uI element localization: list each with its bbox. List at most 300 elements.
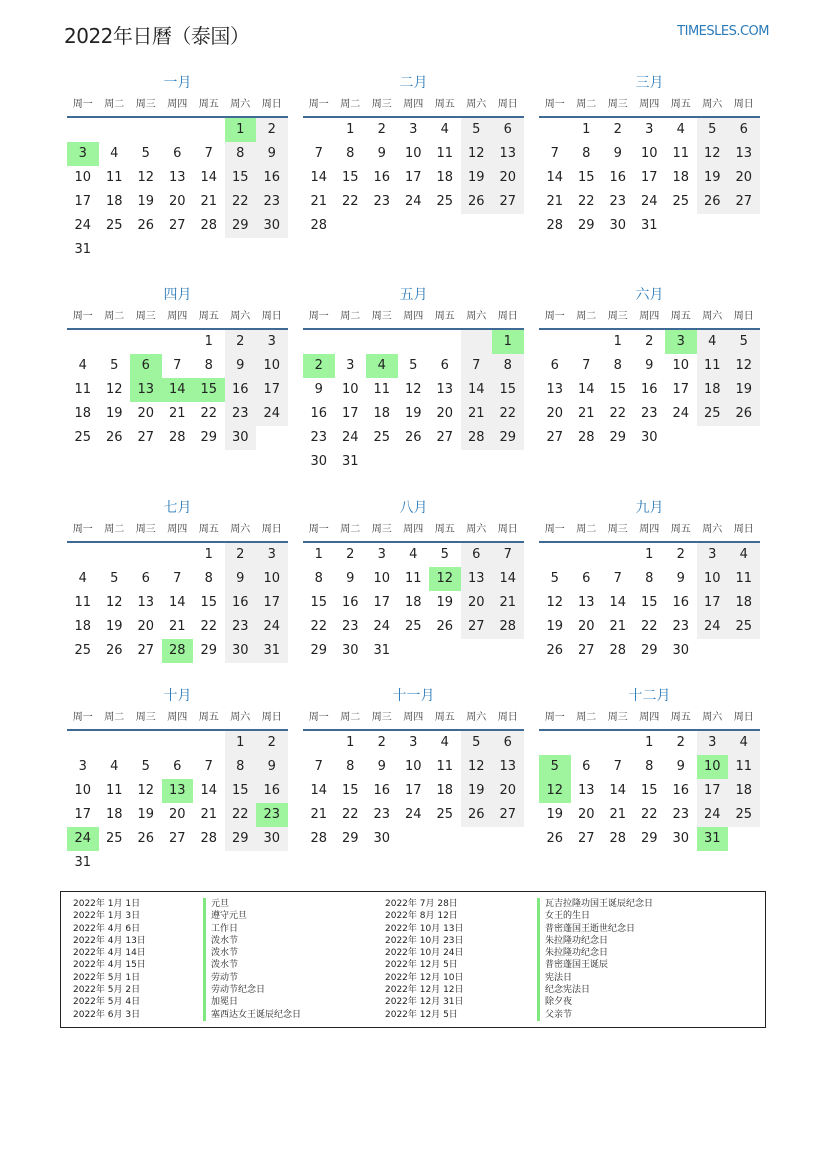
legend-dates (385, 898, 464, 1021)
empty-cell (492, 639, 524, 663)
day-cell: 1 (645, 547, 654, 562)
weekday-label: 周五 (670, 524, 691, 535)
holiday-date: 2022年 12月 10日 (385, 972, 464, 983)
weekday-label: 周日 (261, 311, 282, 322)
day-cell: 15 (492, 378, 524, 402)
day-cell: 10 (672, 358, 690, 373)
holiday-date: 2022年 4月 15日 (73, 960, 146, 971)
empty-cell (429, 639, 461, 663)
empty-cell (99, 238, 131, 262)
day-grid (539, 543, 760, 663)
day-cell: 27 (546, 430, 564, 445)
weekday-label: 周一 (72, 311, 93, 322)
day-cell: 10 (404, 759, 422, 774)
legend-dates (73, 898, 146, 1021)
empty-cell (130, 238, 162, 262)
day-cell: 30 (609, 218, 627, 233)
day-cell: 12 (461, 755, 493, 779)
weekday-label: 周一 (544, 524, 565, 535)
day-cell: 6 (141, 571, 150, 586)
month-name: 四月 (163, 287, 192, 303)
weekday-label: 周二 (576, 99, 597, 110)
day-cell: 6 (440, 358, 449, 373)
weekday-header (303, 707, 524, 731)
empty-cell (697, 426, 729, 450)
day-cell: 14 (577, 382, 595, 397)
empty-cell (366, 214, 398, 238)
day-cell: 8 (204, 358, 213, 373)
weekday-label: 周二 (340, 99, 361, 110)
day-cell: 7 (492, 543, 524, 567)
weekday-label: 周二 (104, 712, 125, 723)
empty-cell (303, 731, 335, 755)
day-cell: 2 (676, 735, 685, 750)
weekday-label: 周日 (733, 712, 754, 723)
empty-cell (492, 450, 524, 474)
day-cell: 11 (672, 146, 690, 161)
day-cell: 9 (225, 567, 257, 591)
holiday-name: 纪念宪法日 (537, 984, 653, 996)
day-cell: 15 (341, 783, 359, 798)
day-cell: 27 (577, 643, 595, 658)
day-cell: 22 (200, 406, 218, 421)
weekday-label: 周五 (434, 524, 455, 535)
day-cell: 20 (436, 406, 454, 421)
day-cell: 18 (74, 406, 92, 421)
day-cell: 27 (461, 615, 493, 639)
holiday-name: 普密蓬国王诞辰 (537, 959, 653, 971)
day-cell: 5 (697, 118, 729, 142)
day-cell: 30 (225, 426, 257, 450)
month-name: 二月 (399, 75, 428, 91)
day-cell: 25 (373, 430, 391, 445)
holiday-day-cell: 6 (130, 354, 162, 378)
day-cell: 25 (728, 803, 760, 827)
empty-cell (398, 330, 430, 354)
weekday-label: 周五 (198, 524, 219, 535)
empty-cell (99, 731, 131, 755)
day-cell: 21 (461, 402, 493, 426)
day-cell: 13 (436, 382, 454, 397)
day-cell: 25 (105, 831, 123, 846)
day-cell: 2 (645, 334, 654, 349)
day-cell: 17 (256, 591, 288, 615)
weekday-label: 周日 (733, 311, 754, 322)
holiday-name: 除夕夜 (537, 996, 653, 1008)
day-cell: 5 (409, 358, 418, 373)
day-cell: 17 (697, 779, 729, 803)
weekday-label: 周一 (72, 99, 93, 110)
day-cell: 21 (310, 194, 328, 209)
weekday-header (67, 94, 288, 118)
weekday-header (303, 94, 524, 118)
weekday-label: 周一 (544, 99, 565, 110)
day-cell: 11 (436, 146, 454, 161)
holiday-day-cell: 12 (429, 567, 461, 591)
day-cell: 24 (640, 194, 658, 209)
day-cell: 23 (225, 402, 257, 426)
weekday-label: 周四 (403, 311, 424, 322)
day-cell: 16 (672, 783, 690, 798)
day-grid (67, 543, 288, 663)
empty-cell (335, 214, 367, 238)
day-grid (539, 731, 760, 851)
day-cell: 19 (546, 807, 564, 822)
day-cell: 17 (256, 378, 288, 402)
day-cell: 26 (461, 190, 493, 214)
day-cell: 30 (310, 454, 328, 469)
day-cell: 11 (74, 595, 92, 610)
day-cell: 16 (609, 170, 627, 185)
day-cell: 3 (409, 122, 418, 137)
weekday-label: 周一 (308, 524, 329, 535)
weekday-label: 周二 (104, 524, 125, 535)
day-cell: 6 (582, 759, 591, 774)
day-cell: 31 (256, 639, 288, 663)
day-grid (303, 731, 524, 851)
day-cell: 24 (256, 402, 288, 426)
day-cell: 16 (310, 406, 328, 421)
weekday-label: 周四 (403, 99, 424, 110)
day-cell: 23 (672, 807, 690, 822)
weekday-label: 周日 (261, 524, 282, 535)
day-cell: 8 (314, 571, 323, 586)
day-cell: 23 (373, 194, 391, 209)
empty-cell (398, 639, 430, 663)
weekday-label: 周四 (639, 712, 660, 723)
month-block (303, 685, 524, 851)
day-cell: 29 (492, 426, 524, 450)
day-cell: 25 (436, 194, 454, 209)
weekday-label: 周五 (434, 712, 455, 723)
empty-cell (697, 214, 729, 238)
day-cell: 5 (461, 118, 493, 142)
day-cell: 10 (341, 382, 359, 397)
day-cell: 22 (310, 619, 328, 634)
holiday-date: 2022年 6月 3日 (73, 1009, 141, 1020)
day-cell: 8 (225, 142, 257, 166)
day-cell: 7 (613, 571, 622, 586)
empty-cell (366, 330, 398, 354)
day-cell: 19 (728, 378, 760, 402)
day-cell: 7 (582, 358, 591, 373)
weekday-header (539, 519, 760, 543)
day-cell: 17 (640, 170, 658, 185)
day-cell: 6 (492, 118, 524, 142)
day-cell: 22 (200, 619, 218, 634)
day-cell: 30 (672, 643, 690, 658)
empty-cell (162, 118, 194, 142)
day-cell: 27 (577, 831, 595, 846)
day-cell: 20 (137, 406, 155, 421)
day-cell: 28 (577, 430, 595, 445)
day-cell: 10 (640, 146, 658, 161)
month-block (67, 284, 288, 450)
empty-cell (492, 214, 524, 238)
day-cell: 8 (204, 571, 213, 586)
empty-cell (665, 426, 697, 450)
day-cell: 1 (225, 731, 257, 755)
day-cell: 2 (225, 330, 257, 354)
empty-cell (602, 543, 634, 567)
empty-cell (728, 214, 760, 238)
weekday-label: 周三 (371, 99, 392, 110)
day-cell: 21 (168, 406, 186, 421)
day-cell: 7 (613, 759, 622, 774)
weekday-label: 周日 (497, 524, 518, 535)
holiday-date: 2022年 1月 1日 (73, 899, 141, 909)
day-cell: 12 (105, 595, 123, 610)
month-block (67, 685, 288, 875)
day-cell: 28 (168, 430, 186, 445)
day-cell: 16 (256, 166, 288, 190)
day-cell: 4 (697, 330, 729, 354)
day-cell: 20 (492, 166, 524, 190)
holiday-day-cell: 1 (225, 118, 257, 142)
day-cell: 3 (697, 543, 729, 567)
holiday-day-cell: 3 (67, 142, 99, 166)
day-cell: 6 (461, 543, 493, 567)
holiday-name: 加冕日 (203, 996, 301, 1008)
day-cell: 4 (409, 547, 418, 562)
day-cell: 13 (492, 142, 524, 166)
day-cell: 29 (200, 643, 218, 658)
holiday-day-cell: 24 (67, 827, 99, 851)
day-cell: 8 (346, 759, 355, 774)
empty-cell (461, 330, 493, 354)
day-cell: 20 (492, 779, 524, 803)
weekday-label: 周三 (607, 524, 628, 535)
weekday-label: 周四 (403, 524, 424, 535)
day-cell: 26 (436, 619, 454, 634)
empty-cell (398, 450, 430, 474)
weekday-label: 周六 (230, 99, 251, 110)
day-cell: 30 (341, 643, 359, 658)
day-cell: 12 (697, 142, 729, 166)
day-cell: 29 (310, 643, 328, 658)
holiday-date: 2022年 10月 23日 (385, 935, 464, 946)
day-cell: 25 (436, 807, 454, 822)
day-cell: 26 (728, 402, 760, 426)
day-cell: 28 (546, 218, 564, 233)
day-cell: 23 (310, 430, 328, 445)
weekday-header (67, 707, 288, 731)
day-cell: 11 (105, 783, 123, 798)
day-cell: 15 (225, 779, 257, 803)
site-link[interactable]: TIMESLES.COM (677, 24, 769, 39)
holiday-name: 普密蓬国王逝世纪念日 (537, 923, 653, 935)
day-cell: 6 (582, 571, 591, 586)
day-cell: 23 (672, 619, 690, 634)
holiday-day-cell: 23 (256, 803, 288, 827)
legend-names (537, 898, 653, 1021)
day-cell: 1 (314, 547, 323, 562)
month-name: 九月 (635, 500, 664, 516)
holiday-name: 劳动节纪念日 (203, 984, 301, 996)
weekday-label: 周四 (639, 311, 660, 322)
weekday-label: 周三 (371, 524, 392, 535)
day-cell: 14 (310, 170, 328, 185)
day-cell: 22 (492, 402, 524, 426)
day-cell: 1 (645, 735, 654, 750)
weekday-label: 周二 (340, 311, 361, 322)
day-cell: 18 (404, 595, 422, 610)
day-cell: 17 (373, 595, 391, 610)
day-cell: 11 (373, 382, 391, 397)
empty-cell (99, 543, 131, 567)
empty-cell (429, 827, 461, 851)
day-cell: 22 (609, 406, 627, 421)
day-cell: 20 (168, 194, 186, 209)
day-cell: 8 (582, 146, 591, 161)
weekday-label: 周二 (104, 311, 125, 322)
empty-cell (67, 731, 99, 755)
weekday-label: 周一 (308, 712, 329, 723)
empty-cell (571, 330, 603, 354)
holiday-date: 2022年 1月 3日 (73, 911, 141, 922)
holiday-day-cell: 1 (492, 330, 524, 354)
day-cell: 24 (373, 619, 391, 634)
month-name: 八月 (399, 500, 428, 516)
day-cell: 20 (546, 406, 564, 421)
day-cell: 25 (404, 619, 422, 634)
day-cell: 18 (436, 170, 454, 185)
weekday-label: 周日 (497, 311, 518, 322)
day-cell: 6 (728, 118, 760, 142)
day-grid (303, 543, 524, 663)
day-cell: 19 (697, 166, 729, 190)
day-cell: 29 (609, 430, 627, 445)
day-cell: 14 (609, 595, 627, 610)
day-cell: 9 (256, 755, 288, 779)
holiday-date: 2022年 8月 12日 (385, 911, 458, 922)
day-cell: 25 (697, 402, 729, 426)
day-cell: 22 (225, 803, 257, 827)
day-cell: 15 (225, 166, 257, 190)
empty-cell (99, 851, 131, 875)
holiday-legend (60, 891, 766, 1028)
weekday-label: 周二 (576, 311, 597, 322)
day-cell: 11 (728, 755, 760, 779)
empty-cell (193, 238, 225, 262)
empty-cell (130, 543, 162, 567)
day-cell: 30 (256, 214, 288, 238)
day-cell: 25 (728, 615, 760, 639)
day-cell: 29 (640, 831, 658, 846)
day-cell: 19 (436, 595, 454, 610)
day-cell: 30 (225, 639, 257, 663)
day-cell: 6 (173, 146, 182, 161)
holiday-day-cell: 14 (162, 378, 194, 402)
day-cell: 12 (137, 170, 155, 185)
day-cell: 18 (697, 378, 729, 402)
weekday-header (539, 306, 760, 330)
day-cell: 23 (225, 615, 257, 639)
empty-cell (162, 731, 194, 755)
day-cell: 4 (440, 735, 449, 750)
weekday-label: 周五 (670, 99, 691, 110)
weekday-label: 周二 (576, 712, 597, 723)
day-cell: 26 (546, 643, 564, 658)
empty-cell (539, 330, 571, 354)
day-cell: 2 (225, 543, 257, 567)
day-cell: 9 (256, 142, 288, 166)
day-cell: 4 (110, 146, 119, 161)
weekday-header (303, 306, 524, 330)
day-cell: 9 (346, 571, 355, 586)
day-cell: 13 (492, 755, 524, 779)
weekday-label: 周四 (167, 311, 188, 322)
holiday-day-cell: 4 (366, 354, 398, 378)
day-cell: 27 (168, 831, 186, 846)
day-cell: 25 (105, 218, 123, 233)
weekday-label: 周日 (733, 524, 754, 535)
empty-cell (461, 639, 493, 663)
day-cell: 17 (697, 591, 729, 615)
day-cell: 27 (137, 430, 155, 445)
weekday-label: 周二 (104, 99, 125, 110)
weekday-label: 周三 (371, 712, 392, 723)
empty-cell (67, 118, 99, 142)
weekday-label: 周四 (167, 99, 188, 110)
empty-cell (335, 330, 367, 354)
weekday-label: 周三 (135, 311, 156, 322)
day-cell: 3 (256, 543, 288, 567)
page-title: 2022年日曆（泰国） (64, 24, 250, 48)
day-cell: 5 (440, 547, 449, 562)
day-cell: 14 (168, 595, 186, 610)
day-cell: 7 (550, 146, 559, 161)
day-cell: 21 (200, 194, 218, 209)
day-cell: 28 (200, 218, 218, 233)
day-grid (539, 118, 760, 238)
day-cell: 23 (341, 619, 359, 634)
day-cell: 14 (461, 378, 493, 402)
day-cell: 9 (676, 571, 685, 586)
day-cell: 3 (256, 330, 288, 354)
weekday-label: 周日 (497, 99, 518, 110)
empty-cell (256, 238, 288, 262)
weekday-label: 周二 (340, 712, 361, 723)
holiday-date: 2022年 4月 6日 (73, 923, 141, 934)
day-cell: 4 (110, 759, 119, 774)
weekday-label: 周五 (434, 311, 455, 322)
holiday-date: 2022年 5月 4日 (73, 997, 141, 1008)
holiday-name: 元旦 (203, 898, 301, 910)
holiday-day-cell: 31 (697, 827, 729, 851)
day-cell: 22 (640, 807, 658, 822)
empty-cell (571, 731, 603, 755)
day-cell: 22 (225, 190, 257, 214)
day-cell: 15 (577, 170, 595, 185)
day-cell: 3 (377, 547, 386, 562)
empty-cell (193, 851, 225, 875)
holiday-day-cell: 2 (303, 354, 335, 378)
day-cell: 26 (546, 831, 564, 846)
holiday-name: 工作日 (203, 923, 301, 935)
day-cell: 1 (204, 334, 213, 349)
holiday-name: 塞西达女王诞辰纪念日 (203, 1009, 301, 1021)
day-cell: 11 (728, 567, 760, 591)
day-cell: 20 (577, 619, 595, 634)
day-cell: 17 (672, 382, 690, 397)
day-cell: 2 (377, 735, 386, 750)
empty-cell (256, 851, 288, 875)
day-cell: 4 (676, 122, 685, 137)
day-cell: 25 (74, 643, 92, 658)
day-cell: 8 (492, 354, 524, 378)
holiday-date: 2022年 4月 13日 (73, 935, 146, 946)
